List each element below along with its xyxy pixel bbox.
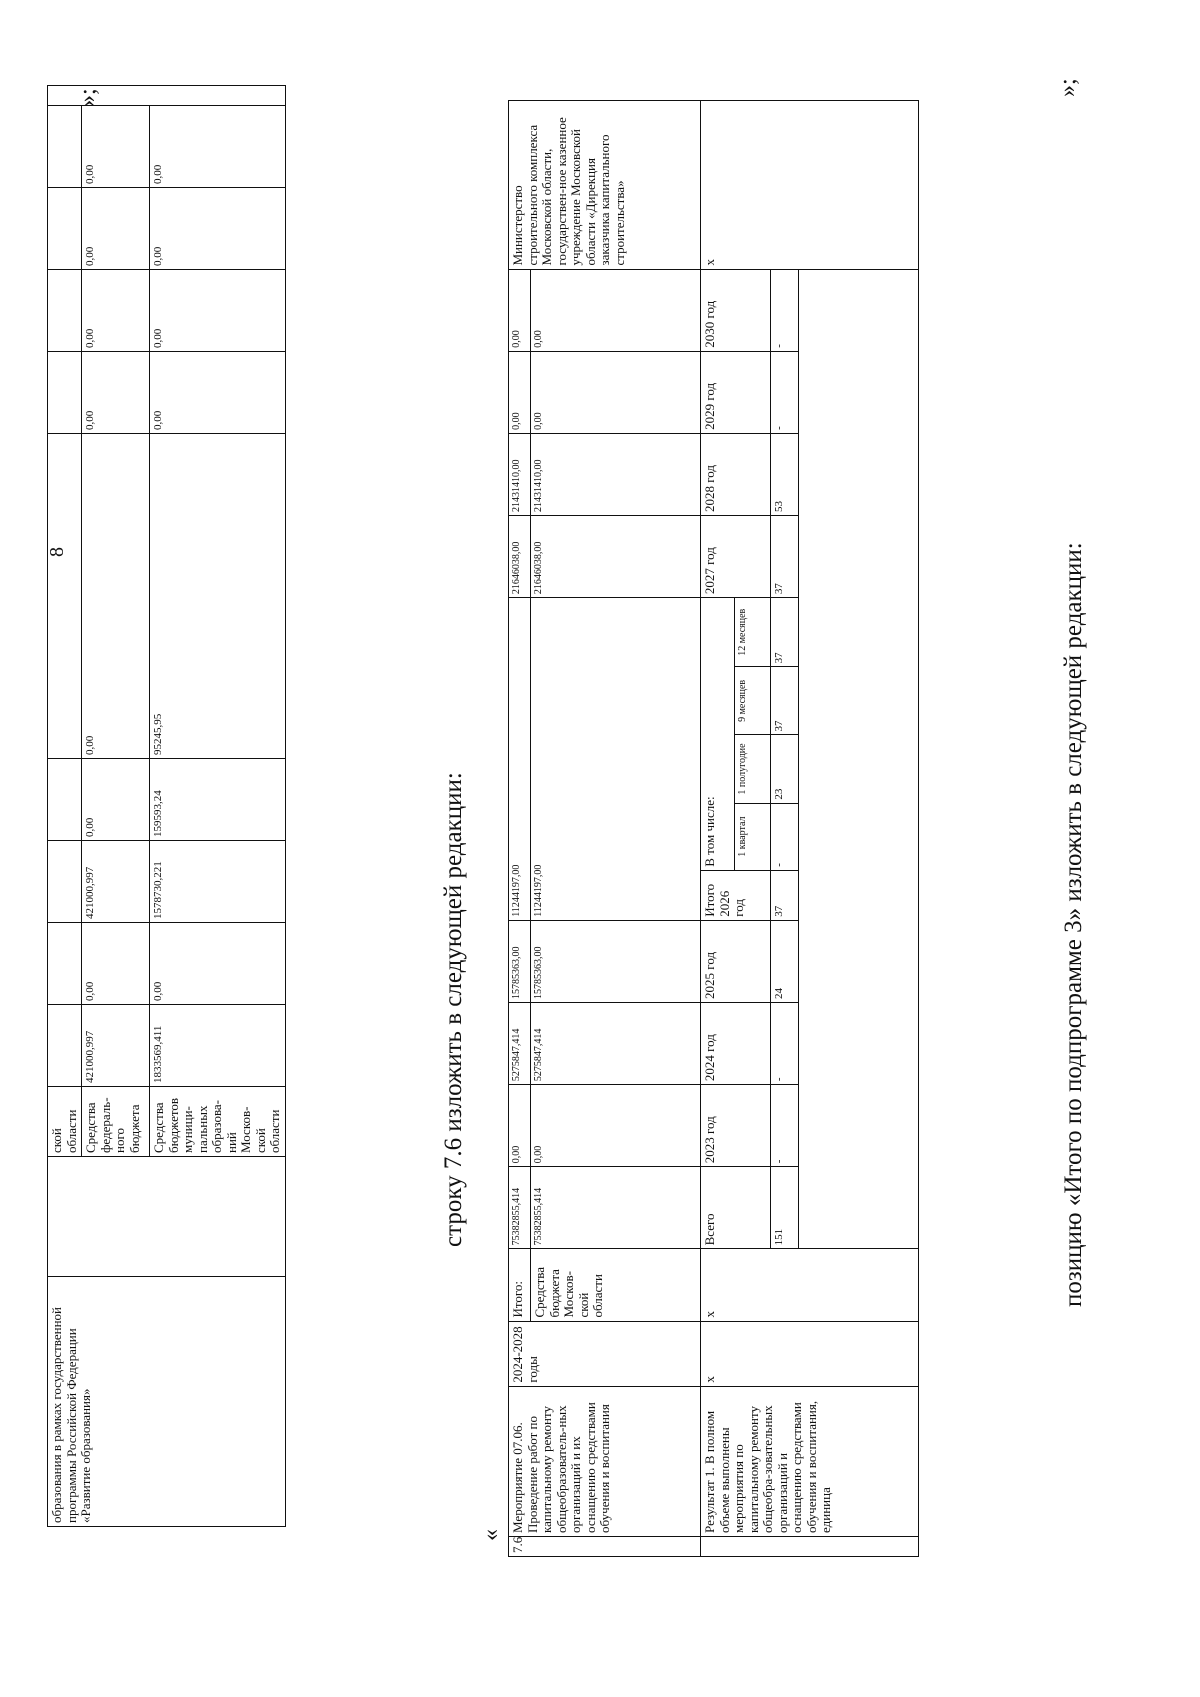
v-2029: - — [771, 351, 799, 433]
top-mun-2030: 0,00 — [150, 106, 286, 188]
executor: Министерство строительного комплекса Московской области, государствен-ное казенное учреждение Московской области «Дирекция заказчика капитального строительства» — [509, 101, 701, 270]
instruction-line-1: строку 7.6 изложить в следующей редакции: — [440, 772, 467, 1247]
total-2027: 21646038,00 — [509, 516, 531, 598]
total-label: Итого: — [509, 1249, 531, 1321]
top-fed-total: 421000,997 — [82, 1005, 150, 1087]
bottom-table — [508, 100, 919, 1557]
top-table — [47, 85, 286, 1527]
top-fed-2029: 0,00 — [82, 188, 150, 270]
blank-cell — [799, 870, 919, 920]
measure-period: 2024-2028 годы — [509, 1321, 701, 1386]
page-number: 8 — [46, 547, 68, 557]
top-fed-2024: 421000,997 — [82, 841, 150, 923]
mo-2029: 0,00 — [531, 351, 701, 433]
blank-cell — [799, 598, 919, 667]
blank-cell — [799, 920, 919, 1002]
h-2027: 2027 год — [701, 516, 771, 598]
result-number-cell — [701, 1536, 919, 1556]
blank-cell — [799, 803, 919, 870]
top-row-cell — [48, 434, 82, 759]
total-2026: 11244197,00 — [509, 598, 531, 921]
h-9m: 9 месяцев — [735, 667, 771, 735]
top-row-cell — [48, 923, 82, 1005]
v-12m: 37 — [771, 598, 799, 667]
top-mun-2025: 159593,24 — [150, 759, 286, 841]
mo-sum: 75382855,414 — [531, 1167, 701, 1249]
top-mun-2024: 1578730,221 — [150, 841, 286, 923]
blank-cell — [799, 667, 919, 735]
top-mun-2027: 0,00 — [150, 352, 286, 434]
blank-cell — [799, 735, 919, 803]
top-fed-2025: 0,00 — [82, 759, 150, 841]
blank-cell — [799, 1167, 919, 1249]
top-fed-2023: 0,00 — [82, 923, 150, 1005]
v-2023: - — [771, 1085, 799, 1167]
h-q1: 1 квартал — [735, 803, 771, 870]
blank-cell — [799, 516, 919, 598]
mo-2024: 5275847,414 — [531, 1002, 701, 1084]
mo-2027: 21646038,00 — [531, 516, 701, 598]
total-2025: 15785363,00 — [509, 920, 531, 1002]
v-2028: 53 — [771, 433, 799, 515]
h-2025: 2025 год — [701, 920, 771, 1002]
total-2029: 0,00 — [509, 351, 531, 433]
bottom-close-quote: »; — [1055, 78, 1081, 97]
blank-cell — [799, 1085, 919, 1167]
v-2027: 37 — [771, 516, 799, 598]
top-row-period — [48, 1157, 286, 1277]
h-incl: В том числе: — [701, 598, 735, 871]
top-row-cell — [48, 188, 82, 270]
total-sum: 75382855,414 — [509, 1167, 531, 1249]
top-row-source-cont: ской области — [48, 1087, 82, 1157]
top-row-cell — [48, 270, 82, 352]
mo-label: Средства бюджета Москов-ской области — [531, 1249, 701, 1321]
top-row-cell — [48, 841, 82, 923]
total-2024: 5275847,414 — [509, 1002, 531, 1084]
top-fed-2030: 0,00 — [82, 106, 150, 188]
v-2026: 37 — [771, 870, 799, 920]
h-h1: 1 полугодие — [735, 735, 771, 803]
top-mun-source: Средства бюджетов муници-пальных образова-ний Москов-ской области — [150, 1087, 286, 1157]
measure-name: Мероприятие 07.06. Проведение работ по капитальному ремонту общеобразователь-ных организаций и их оснащению средствами обучения и воспитания — [509, 1386, 701, 1536]
v-2030: - — [771, 269, 799, 351]
h-2024: 2024 год — [701, 1002, 771, 1084]
top-close-quote: »; — [75, 88, 101, 107]
v-h1: 23 — [771, 735, 799, 803]
top-row-cell — [48, 352, 82, 434]
total-2030: 0,00 — [509, 269, 531, 351]
total-2028: 21431410,00 — [509, 433, 531, 515]
blank-cell — [799, 351, 919, 433]
result-x-period: x — [701, 1321, 919, 1386]
v-total: 151 — [771, 1167, 799, 1249]
h-2023: 2023 год — [701, 1085, 771, 1167]
v-2025: 24 — [771, 920, 799, 1002]
row-number: 7.6 — [509, 1536, 701, 1556]
v-9m: 37 — [771, 667, 799, 735]
mo-2025: 15785363,00 — [531, 920, 701, 1002]
mo-2030: 0,00 — [531, 269, 701, 351]
top-fed-2027: 0,00 — [82, 352, 150, 434]
result-name: Результат 1. В полном объеме выполнены мероприятия по капитальному ремонту общеобра-зовательных организаций и оснащению средствами обучения и воспитания, единица — [701, 1386, 919, 1536]
result-x-source: x — [701, 1249, 919, 1321]
top-fed-source: Средства федераль-ного бюджета — [82, 1087, 150, 1157]
blank-cell — [799, 1002, 919, 1084]
top-row-cell — [48, 106, 82, 188]
h-2028: 2028 год — [701, 433, 771, 515]
result-x-executor: x — [701, 101, 919, 270]
blank-cell — [799, 433, 919, 515]
h-2029: 2029 год — [701, 351, 771, 433]
top-mun-2028: 0,00 — [150, 270, 286, 352]
mo-2028: 21431410,00 — [531, 433, 701, 515]
open-quote: « — [478, 1529, 504, 1541]
v-q1: - — [771, 803, 799, 870]
h-2030: 2030 год — [701, 269, 771, 351]
top-mun-total: 1833569,411 — [150, 1005, 286, 1087]
h-2026-total: Итого 2026 год — [701, 870, 771, 920]
top-mun-2029: 0,00 — [150, 188, 286, 270]
blank-cell — [799, 269, 919, 351]
instruction-line-2: позицию «Итого по подпрограмме 3» изложить в следующей редакции: — [1060, 542, 1087, 1307]
top-row-cell — [48, 759, 82, 841]
h-12m: 12 месяцев — [735, 598, 771, 667]
v-2024: - — [771, 1002, 799, 1084]
mo-2023: 0,00 — [531, 1085, 701, 1167]
h-total: Всего — [701, 1167, 771, 1249]
top-mun-2023: 0,00 — [150, 923, 286, 1005]
top-row-name: образования в рамках государственной программы Российской Федерации «Развитие образования» — [48, 1277, 286, 1527]
top-fed-2026: 0,00 — [82, 434, 150, 759]
top-fed-2028: 0,00 — [82, 270, 150, 352]
mo-2026: 11244197,00 — [531, 598, 701, 921]
total-2023: 0,00 — [509, 1085, 531, 1167]
top-mun-2026: 95245,95 — [150, 434, 286, 759]
top-row-cell — [48, 1005, 82, 1087]
